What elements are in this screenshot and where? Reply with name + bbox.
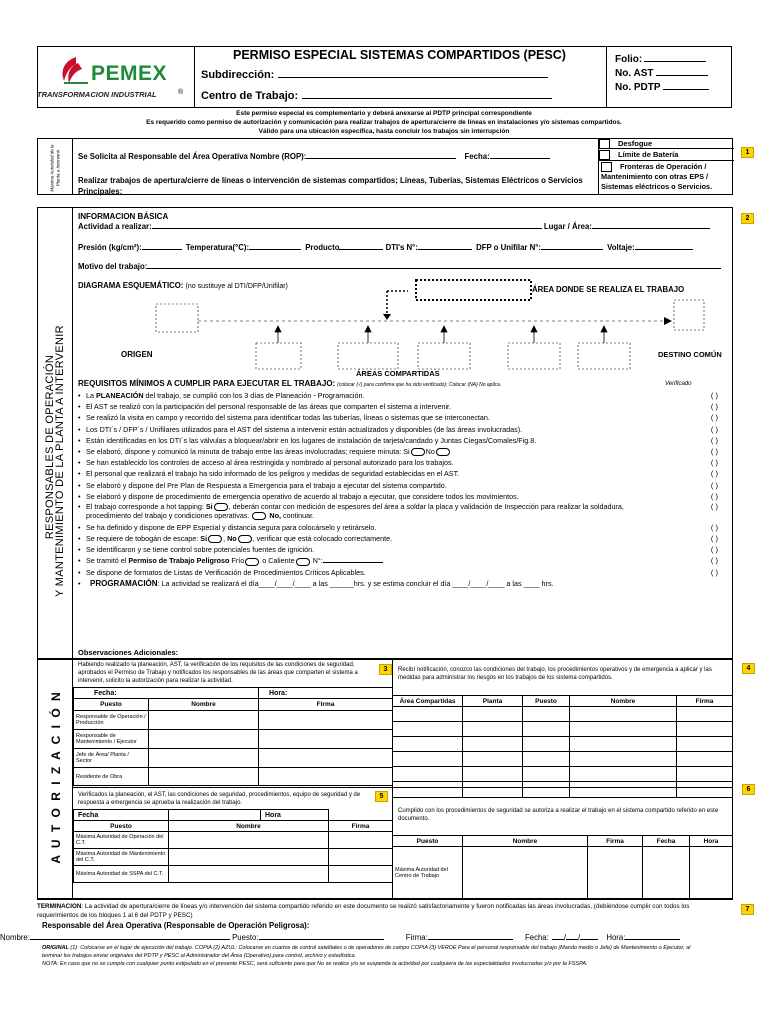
b5-header-nombre: Nombre	[169, 821, 329, 832]
b3-firma-2[interactable]	[259, 730, 393, 749]
option-limite[interactable]: Límite de Batería	[599, 149, 734, 161]
b5-firma-1[interactable]	[329, 832, 393, 849]
block-5-text: Verificados la planeación, el AST, las condiciones de seguridad, procedimientos, equipo de seguridad y de respuesta a emergencia se aprueba la realización del trabajo.	[78, 792, 361, 806]
verif-13[interactable]: ( )	[710, 534, 718, 544]
hot-tapping-no-checkbox[interactable]	[252, 512, 266, 520]
solicita-line: Se Solicita al Responsable del Área Operativa Nombre (ROP): Fecha:	[78, 152, 550, 161]
responsable-label: Responsable del Área Operativa (Responsable de Operación Peligrosa):	[42, 921, 310, 930]
req-ast: • El AST se realizó con la participación del personal responsable de las áreas que comparten el sistema a intervenir. ( )	[78, 401, 730, 412]
b5-fecha-value[interactable]	[169, 810, 261, 821]
original-note: ORIGINAL (1): Colocarse en el lugar de ejecución del trabajo. COPIA (2) AZUL: Colocarse en cuartos de control satelitales o de operadores de campo COPIA (3) VERDE Para el personal responsable del trabajo (Mando medio o Jefe) de Mantenimiento o Ejecutor, al terminar los trabajos enviar originales del PDTP y PESC al Administrador del Área (Operativo) para control, archivo y estadística.	[42, 945, 691, 959]
registered-mark: ®	[178, 89, 184, 96]
destino-box	[674, 300, 704, 330]
shared-area-box-4	[508, 343, 560, 369]
b6-header-firma: Firma	[588, 836, 643, 847]
presion-line: Presión (kg/cm²): Temperatura(°C): Producto DTI's N°: DFP o Unifilar N°: Voltaje:	[78, 243, 728, 252]
section-2	[37, 207, 733, 659]
table-row[interactable]	[393, 752, 733, 767]
header-box	[37, 46, 732, 108]
req-preplan: • Se elaboró y dispone del Pre Plan de Respuesta a Emergencia para el trabajo a ejecutar del sistema compartido. ( )	[78, 480, 730, 491]
b3-fecha[interactable]: Fecha:	[74, 688, 259, 699]
shared-area-box-2	[338, 343, 398, 369]
verif-12[interactable]: ( )	[710, 522, 718, 532]
signature-line: Nombre: Puesto: Firma: Fecha: / / Hora:	[0, 933, 680, 942]
shared-area-arrows	[275, 326, 607, 343]
req-planeacion: • La PLANEACIÓN del trabajo, se cumplió con los 3 días de Planeación - Programación. ( )	[78, 390, 730, 401]
b3-firma-3[interactable]	[259, 749, 393, 768]
minuta-no-checkbox[interactable]	[436, 448, 450, 456]
b6-header-nombre: Nombre	[463, 836, 588, 847]
info-title: INFORMACION BÁSICA	[78, 212, 169, 221]
req-peligros: • El personal que realizará el trabajo ha sido informado de los peligros y medidas de seguridad establecidas en el AST. ( )	[78, 468, 730, 479]
req-epp: • Se ha definido y dispone de EPP Especial y distancia segura para colocárselo y retirárselo. ( )	[78, 522, 730, 533]
req-emergencia: • Se elaboró y dispone de procedimiento de emergencia operativo de acuerdo al trabajo a ejecutar, que considere todos los movimientos. ( )	[78, 491, 730, 502]
area-trabajo-arrow	[383, 314, 391, 320]
section-2-side-label-2: Y MANTENIMIENTO DE LA PLANTA A INTERVENIR	[54, 325, 66, 597]
req-programacion: • PROGRAMACIÓN: La actividad se realizará el día____/____/____ a las ______hrs. y se estima concluir el día ____/____/____ a las ____ hrs.	[78, 578, 730, 589]
desfogue-checkbox[interactable]	[599, 139, 610, 149]
req-dtis: • Los DTI´s / DFP´s / Unifilares utilizados para el AST del sistema a intervenir están actualizados y disponibles (de las áreas involucradas). ( )	[78, 424, 730, 435]
verif-9[interactable]: ( )	[710, 480, 718, 490]
block-4-table	[392, 695, 733, 798]
table-row[interactable]	[393, 737, 733, 752]
b3-nombre-4[interactable]	[149, 768, 259, 786]
verif-5[interactable]: ( )	[710, 435, 718, 445]
section-1	[37, 138, 733, 195]
flow-arrow	[664, 317, 672, 325]
block-6-table	[392, 835, 733, 899]
table-row[interactable]	[393, 722, 733, 737]
table-row: Máxima Autoridad de Operación del C.T.	[74, 832, 169, 849]
tobogan-si-checkbox[interactable]	[208, 535, 222, 543]
table-row[interactable]	[393, 767, 733, 782]
b6-nombre[interactable]	[463, 847, 588, 899]
realizar-line: Realizar trabajos de apertura/cierre de líneas o intervención de sistemas compartidos; Líneas, Tuberías, Sistemas Eléctricos o Servicios Principales:	[78, 176, 583, 196]
areas-compartidas-label: ÁREAS COMPARTIDAS	[356, 369, 440, 378]
page-title: PERMISO ESPECIAL SISTEMAS COMPARTIDOS (PESC)	[233, 48, 566, 62]
section-2-side-label-1: RESPONSABLES DE OPERACIÓN	[44, 354, 56, 540]
req-ignicion: • Se identificaron y se tiene control sobre potenciales fuentes de ignición. ( )	[78, 544, 730, 555]
nombre-field[interactable]	[30, 939, 230, 940]
table-row: Residente de Obra	[74, 768, 149, 786]
req-hot-tapping: • El trabajo corresponde a hot tapping: Si , deberán contar con medición de espesores del área a soldar la placa y validación de Inspección para realizar la soldadura, procedimiento del trabajo y condiciones operativas. No, continuar. ( )	[78, 502, 730, 522]
b5-header-puesto: Puesto	[74, 821, 169, 832]
pemex-logo-icon	[56, 55, 90, 85]
requirements-list	[78, 390, 730, 589]
tobogan-no-checkbox[interactable]	[238, 535, 252, 543]
section-1-options	[598, 139, 734, 194]
b3-header-nombre: Nombre	[149, 699, 259, 711]
b5-fecha[interactable]: Fecha	[74, 810, 169, 821]
b6-header-puesto: Puesto	[393, 836, 463, 847]
diagrama-line: DIAGRAMA ESQUEMÁTICO: (no sustituye al DTI/DFP/Unifilar)	[78, 281, 288, 290]
origen-label: ORIGEN	[121, 350, 153, 359]
table-row: Responsable de Operación / Producción	[74, 711, 149, 730]
logo-name: PEMEX	[91, 62, 168, 85]
table-row: Máxima Autoridad de Mantenimiento del C.T.	[74, 849, 169, 866]
subdireccion-field: Subdirección:	[201, 69, 548, 81]
req-minuta: • Se elaboró, dispone y comunicó la minuta de trabajo entre las áreas involucradas; requiere minuta: Si No ( )	[78, 446, 730, 457]
section-2-side	[38, 208, 73, 658]
badge-4: 4	[742, 663, 755, 674]
b3-nombre-1[interactable]	[149, 711, 259, 730]
autorizacion-section	[37, 659, 751, 899]
b5-firma-3[interactable]	[329, 866, 393, 883]
fronteras-checkbox[interactable]	[601, 162, 612, 172]
folio-label: Folio:	[615, 54, 643, 65]
pdtp-label: No. PDTP	[615, 82, 661, 93]
b3-nombre-2[interactable]	[149, 730, 259, 749]
b5-hora[interactable]: Hora	[261, 810, 329, 821]
b6-header-hora: Hora	[690, 836, 733, 847]
b3-header-puesto: Puesto	[74, 699, 149, 711]
destino-label: DESTINO COMÚN	[658, 350, 722, 359]
section-1-side	[38, 139, 73, 194]
block-4-text: Recibí notificación, conozco las condiciones del trabajo, los procedimientos operativos y de emergencia a aplicar y las medidas para administrar los riesgos en los trabajos de los sistema compartidos.	[398, 667, 712, 681]
verif-4[interactable]: ( )	[710, 424, 718, 434]
motivo-line: Motivo del trabajo:	[78, 262, 728, 271]
folio-block	[606, 47, 731, 107]
nota-text: NOTA: En caso que no se cumpla con cualquier punto estipulado en el presente PESC, será suficiente para que No se realice y/o se suspenda la actividad por cualquiera de las especialidades involucradas y/o por la FSSPA.	[42, 961, 588, 967]
shared-area-box-5	[578, 343, 630, 369]
table-row: Máxima Autoridad de SSPA del C.T.	[74, 866, 169, 883]
b3-firma-4[interactable]	[259, 768, 393, 786]
verif-1[interactable]: ( )	[710, 391, 718, 400]
b6-fecha[interactable]	[643, 847, 690, 899]
section-1-side-label: Máxima Autoridad de la Planta a Intervenir	[49, 144, 61, 192]
header-note-2: Es requerido como permiso de autorización y comunicación para realizar trabajos de apertura/cierre de líneas en instalaciones y/o sistemas compartidos.	[146, 119, 622, 126]
verif-14[interactable]: ( )	[710, 545, 718, 555]
req-valvulas: • Están identificadas en los DTI´s las válvulas a bloquear/abrir en los lugares de instalación de tarjeta/candado y Juntas Ciegas/Comales/Fig.8. ( )	[78, 435, 730, 446]
verif-15[interactable]: ( )	[710, 556, 718, 566]
req-listas: • Se dispone de formatos de Listas de Verificación de Procedimientos Críticos Aplicables. ( )	[78, 567, 730, 578]
b3-nombre-3[interactable]	[149, 749, 259, 768]
verif-8[interactable]: ( )	[710, 469, 718, 479]
b4-header-nombre: Nombre	[570, 696, 677, 707]
table-row[interactable]	[393, 707, 733, 722]
centro-field: Centro de Trabajo:	[201, 90, 552, 102]
autorizacion-side-label: A U T O R I Z A C I Ó N	[49, 690, 63, 864]
verif-7[interactable]: ( )	[710, 458, 718, 468]
header-note-3: Válido para una ubicación específica, hasta concluir los trabajos sin interrupción	[258, 128, 510, 135]
hora-field[interactable]	[625, 939, 680, 940]
b4-header-planta: Planta	[463, 696, 523, 707]
b4-header-area: Área Compartidas	[393, 696, 463, 707]
verif-16[interactable]: ( )	[710, 567, 718, 577]
b6-hora[interactable]	[690, 847, 733, 899]
actividad-line: Actividad a realizar: Lugar / Área:	[78, 222, 728, 231]
badge-7: 7	[741, 904, 754, 915]
verif-6[interactable]: ( )	[710, 446, 718, 456]
req-accesos: • Se han establecido los controles de acceso al área restringida y nombrado al personal autorizado para los trabajos. ( )	[78, 457, 730, 468]
b5-nombre-2[interactable]	[169, 849, 329, 866]
minuta-si-checkbox[interactable]	[411, 448, 425, 456]
option-desfogue[interactable]: Desfogue	[599, 139, 734, 149]
ast-label: No. AST	[615, 68, 654, 79]
origen-box	[156, 304, 198, 332]
limite-checkbox[interactable]	[599, 150, 610, 160]
table-row: Máxima Autoridad del Centro de Trabajo	[393, 847, 463, 899]
shared-area-box-1	[256, 343, 301, 369]
autorizacion-side	[38, 660, 73, 898]
b5-nombre-1[interactable]	[169, 832, 329, 849]
block-6-text: Cumplido con los procedimientos de seguridad se autoriza a realizar el trabajo en el sistema compartido referido en este documento.	[398, 808, 719, 822]
header-note-1: Este permiso especial es complementario y deberá anexarse al PDTP principal correspondiente	[236, 110, 532, 117]
logo-block	[38, 47, 195, 107]
terminacion-text: TERMINACION: La actividad de apertura/cierre de líneas y/o intervención del sistema compartido referido en este documento se realizó satisfactoriamente y fueron notificadas las áreas involucradas, (debiéndose cumplir con todos los requerimientos de los bloques 1 al 6 del PDTP y PESC)	[37, 903, 690, 919]
block-5-table	[73, 809, 393, 883]
firma-field[interactable]	[428, 939, 513, 940]
verif-11[interactable]: ( )	[710, 501, 718, 511]
table-row: Responsable de Mantenimiento / Ejecutor	[74, 730, 149, 749]
logo-subtitle: TRANSFORMACION INDUSTRIAL	[37, 90, 157, 99]
hot-tapping-si-checkbox[interactable]	[214, 503, 228, 511]
verif-2[interactable]: ( )	[710, 402, 718, 412]
caliente-checkbox[interactable]	[296, 558, 310, 566]
badge-3: 3	[379, 664, 392, 675]
badge-6: 6	[742, 784, 755, 795]
observaciones-label: Observaciones Adicionales:	[78, 648, 179, 657]
b4-header-firma: Firma	[677, 696, 733, 707]
badge-5: 5	[375, 791, 388, 802]
b5-firma-2[interactable]	[329, 849, 393, 866]
b6-firma[interactable]	[588, 847, 643, 899]
block-3-table	[73, 687, 393, 786]
badge-2: 2	[741, 213, 754, 224]
b3-hora[interactable]: Hora:	[259, 688, 393, 699]
b5-nombre-3[interactable]	[169, 866, 329, 883]
req-visita: • Se realizó la visita en campo y recorrido del sistema para identificar todas las tuberías, líneas o sistemas que se interconectan. ( )	[78, 412, 730, 423]
requisitos-title: REQUISITOS MÍNIMOS A CUMPLIR PARA EJECUTAR EL TRABAJO: (colocar (√) para confirma que ha sido verificado); Colocar (NA) No aplica.	[78, 379, 502, 388]
shared-area-box-3	[418, 343, 470, 369]
req-tobogan: • Se requiere de tobogán de escape: Si , No , verificar que está colocado correctamente. ( )	[78, 533, 730, 544]
frio-checkbox[interactable]	[245, 558, 259, 566]
b5-header-firma: Firma	[329, 821, 393, 832]
b3-header-firma: Firma	[259, 699, 393, 711]
verificado-header: Verificado	[665, 381, 692, 387]
b6-header-fecha: Fecha	[643, 836, 690, 847]
option-fronteras[interactable]: Fronteras de Operación / Mantenimiento con otras EPS / Sistemas eléctricos o Servicios.	[601, 162, 713, 191]
req-permiso: • Se tramitó el Permiso de Trabajo Peligroso Frío o Caliente N°: ( )	[78, 555, 730, 566]
area-trabajo-label: ÁREA DONDE SE REALIZA EL TRABAJO	[532, 285, 685, 294]
puesto-field[interactable]	[259, 939, 384, 940]
table-row: Jefe de Área/ Planta / Sector	[74, 749, 149, 768]
verif-10[interactable]: ( )	[710, 491, 718, 501]
b3-firma-1[interactable]	[259, 711, 393, 730]
area-trabajo-box	[416, 280, 531, 300]
badge-1: 1	[741, 147, 754, 158]
verif-3[interactable]: ( )	[710, 413, 718, 423]
table-row[interactable]	[393, 782, 733, 798]
block-3-text: Habiendo realizado la planeación, AST, la verificación de los requisitos de las condiciones de seguridad, aprobados el Permiso de Trabajo y notificados los responsables de las áreas que comparten el sistema a intervenir, solicito la autorización para realizar la actividad.	[78, 662, 358, 684]
b4-header-puesto: Puesto	[523, 696, 570, 707]
